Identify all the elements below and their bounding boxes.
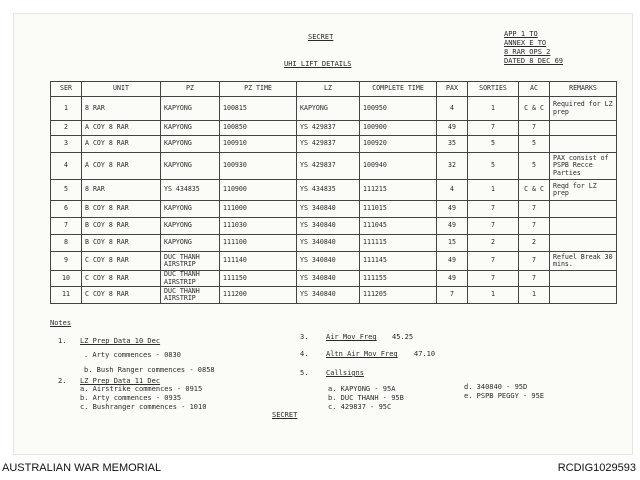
cell-ser: 9 <box>51 252 82 271</box>
cell-complete-time: 100900 <box>360 121 437 136</box>
cell-pax: 49 <box>437 218 468 235</box>
cell-pax: 7 <box>437 287 468 304</box>
cell-lz: YS 434835 <box>297 180 360 201</box>
cell-complete-time: 111045 <box>360 218 437 235</box>
cell-unit: B COY 8 RAR <box>82 201 161 218</box>
cell-sorties: 2 <box>468 235 519 252</box>
cell-unit: B COY 8 RAR <box>82 218 161 235</box>
cell-lz: YS 340840 <box>297 252 360 271</box>
note-5-title: Callsigns <box>326 369 364 377</box>
cell-remarks <box>550 201 617 218</box>
cell-remarks: Refuel Break 30 mins. <box>550 252 617 271</box>
cell-sorties: 7 <box>468 201 519 218</box>
column-header: SER <box>51 82 82 97</box>
table-row <box>51 153 617 180</box>
classification-footer: SECRET <box>272 411 298 419</box>
cell-pax: 35 <box>437 136 468 153</box>
cell-pz: DUC THANH AIRSTRIP <box>161 271 220 287</box>
note-1-title: LZ Prep Data 10 Dec <box>80 337 161 345</box>
note-1-item: . Arty commences - 0830 <box>84 351 181 359</box>
cell-lz: YS 429837 <box>297 121 360 136</box>
cell-ser: 5 <box>51 180 82 201</box>
cell-pz: DUC THANH AIRSTRIP <box>161 287 220 304</box>
ref-line: 8 RAR OPS 2 <box>504 48 551 56</box>
cell-complete-time: 100950 <box>360 97 437 121</box>
cell-complete-time: 111155 <box>360 271 437 287</box>
cell-pz: KAPYONG <box>161 153 220 180</box>
table-row <box>51 121 617 136</box>
cell-pz: KAPYONG <box>161 97 220 121</box>
cell-ser: 7 <box>51 218 82 235</box>
cell-unit: A COY 8 RAR <box>82 136 161 153</box>
table-row <box>51 201 617 218</box>
note-4-value: 47.10 <box>414 350 436 358</box>
cell-pax: 15 <box>437 235 468 252</box>
cell-ac: 7 <box>519 218 550 235</box>
column-header: COMPLETE TIME <box>360 82 437 97</box>
note-number: 2. <box>58 377 67 385</box>
cell-sorties: 5 <box>468 136 519 153</box>
cell-sorties: 7 <box>468 252 519 271</box>
cell-unit: 8 RAR <box>82 180 161 201</box>
note-3-label: Air Mov Freq <box>326 333 377 341</box>
cell-pz: KAPYONG <box>161 201 220 218</box>
notes-heading: Notes <box>50 319 72 327</box>
note-2-title: LZ Prep Data 11 Dec <box>80 377 161 385</box>
cell-pz-time: 111000 <box>220 201 297 218</box>
cell-ac: 7 <box>519 121 550 136</box>
table-row <box>51 271 617 287</box>
reference-block <box>504 30 563 66</box>
cell-unit: 8 RAR <box>82 97 161 121</box>
cell-ser: 8 <box>51 235 82 252</box>
cell-ac: C & C <box>519 97 550 121</box>
cell-remarks <box>550 136 617 153</box>
cell-remarks <box>550 218 617 235</box>
cell-pz-time: 111200 <box>220 287 297 304</box>
cell-sorties: 7 <box>468 271 519 287</box>
column-header: UNIT <box>82 82 161 97</box>
cell-pz: DUC THANH AIRSTRIP <box>161 252 220 271</box>
note-1-item: b. Bush Ranger commences - 0858 <box>84 366 215 374</box>
cell-ser: 1 <box>51 97 82 121</box>
table-row <box>51 252 617 271</box>
cell-unit: C COY 8 RAR <box>82 287 161 304</box>
note-number: 5. <box>300 369 309 377</box>
cell-complete-time: 100920 <box>360 136 437 153</box>
note-4-label: Altn Air Mov Freq <box>326 350 398 358</box>
cell-complete-time: 111115 <box>360 235 437 252</box>
document-title: UHI LIFT DETAILS <box>284 60 352 68</box>
note-2-item: c. Bushranger commences - 1010 <box>80 403 207 411</box>
cell-remarks <box>550 287 617 304</box>
cell-complete-time: 100940 <box>360 153 437 180</box>
cell-remarks: Required for LZ prep <box>550 97 617 121</box>
cell-ac: 1 <box>519 287 550 304</box>
callsign-item: c. 429837 - 95C <box>328 403 392 411</box>
ref-line: ANNEX E TO <box>504 39 547 47</box>
table-row <box>51 136 617 153</box>
cell-ac: 5 <box>519 153 550 180</box>
cell-pz: YS 434835 <box>161 180 220 201</box>
table-row <box>51 287 617 304</box>
cell-ac: 5 <box>519 136 550 153</box>
cell-complete-time: 111145 <box>360 252 437 271</box>
cell-complete-time: 111015 <box>360 201 437 218</box>
cell-pz-time: 111030 <box>220 218 297 235</box>
table-row <box>51 235 617 252</box>
callsign-item: d. 340840 - 95D <box>464 383 528 391</box>
cell-pax: 49 <box>437 201 468 218</box>
cell-pz-time: 100930 <box>220 153 297 180</box>
cell-remarks <box>550 121 617 136</box>
cell-lz: KAPYONG <box>297 97 360 121</box>
cell-pax: 49 <box>437 252 468 271</box>
table-header-row <box>51 82 617 97</box>
cell-pz: KAPYONG <box>161 136 220 153</box>
cell-sorties: 5 <box>468 153 519 180</box>
ref-line: DATED 8 DEC 69 <box>504 57 564 65</box>
column-header: REMARKS <box>550 82 617 97</box>
callsign-item: a. KAPYONG - 95A <box>328 385 396 393</box>
cell-pax: 49 <box>437 121 468 136</box>
note-number: 1. <box>58 337 67 345</box>
cell-pax: 4 <box>437 97 468 121</box>
ref-line: APP 1 TO <box>504 30 538 38</box>
cell-pz-time: 111150 <box>220 271 297 287</box>
cell-lz: YS 340840 <box>297 218 360 235</box>
cell-ser: 4 <box>51 153 82 180</box>
column-header: PZ TIME <box>220 82 297 97</box>
note-number: 4. <box>300 350 309 358</box>
column-header: AC <box>519 82 550 97</box>
cell-ser: 10 <box>51 271 82 287</box>
cell-remarks: PAX consist of PSPB Recce Parties <box>550 153 617 180</box>
cell-sorties: 7 <box>468 121 519 136</box>
cell-pz: KAPYONG <box>161 218 220 235</box>
cell-ser: 2 <box>51 121 82 136</box>
cell-ser: 11 <box>51 287 82 304</box>
note-2-item: a. Airstrike commences - 0915 <box>80 385 203 393</box>
column-header: PAX <box>437 82 468 97</box>
cell-ac: 2 <box>519 235 550 252</box>
cell-pz: KAPYONG <box>161 235 220 252</box>
note-3-value: 45.25 <box>392 333 414 341</box>
cell-ac: 7 <box>519 271 550 287</box>
cell-lz: YS 429837 <box>297 153 360 180</box>
cell-remarks <box>550 271 617 287</box>
cell-pax: 32 <box>437 153 468 180</box>
cell-complete-time: 111205 <box>360 287 437 304</box>
cell-ac: C & C <box>519 180 550 201</box>
table-row <box>51 218 617 235</box>
cell-pz-time: 100910 <box>220 136 297 153</box>
note-2-item: b. Arty commences - 0935 <box>80 394 182 402</box>
archive-id: RCDIG1029593 <box>557 462 636 474</box>
cell-unit: C COY 8 RAR <box>82 252 161 271</box>
table-row <box>51 97 617 121</box>
callsign-item: e. PSPB PEGGY - 95E <box>464 392 545 400</box>
classification-header: SECRET <box>308 33 334 41</box>
cell-lz: YS 340840 <box>297 271 360 287</box>
table-row <box>51 180 617 201</box>
cell-pz-time: 111140 <box>220 252 297 271</box>
cell-sorties: 1 <box>468 97 519 121</box>
column-header: SORTIES <box>468 82 519 97</box>
cell-complete-time: 111215 <box>360 180 437 201</box>
cell-pax: 49 <box>437 271 468 287</box>
cell-unit: C COY 8 RAR <box>82 271 161 287</box>
cell-remarks: Reqd for LZ prep <box>550 180 617 201</box>
cell-lz: YS 429837 <box>297 136 360 153</box>
cell-pz-time: 110900 <box>220 180 297 201</box>
cell-pz: KAPYONG <box>161 121 220 136</box>
note-number: 3. <box>300 333 309 341</box>
column-header: LZ <box>297 82 360 97</box>
cell-ac: 7 <box>519 252 550 271</box>
cell-unit: A COY 8 RAR <box>82 121 161 136</box>
cell-ser: 3 <box>51 136 82 153</box>
cell-sorties: 1 <box>468 180 519 201</box>
archive-credit: AUSTRALIAN WAR MEMORIAL <box>2 462 162 474</box>
cell-sorties: 1 <box>468 287 519 304</box>
cell-pz-time: 100815 <box>220 97 297 121</box>
cell-unit: A COY 8 RAR <box>82 153 161 180</box>
callsign-item: b. DUC THANH - 95B <box>328 394 404 402</box>
cell-pz-time: 111100 <box>220 235 297 252</box>
cell-lz: YS 340840 <box>297 201 360 218</box>
cell-sorties: 7 <box>468 218 519 235</box>
cell-remarks <box>550 235 617 252</box>
cell-ac: 7 <box>519 201 550 218</box>
column-header: PZ <box>161 82 220 97</box>
cell-lz: YS 340840 <box>297 287 360 304</box>
lift-details-table <box>50 81 617 304</box>
cell-pax: 4 <box>437 180 468 201</box>
cell-ser: 6 <box>51 201 82 218</box>
cell-unit: B COY 8 RAR <box>82 235 161 252</box>
cell-lz: YS 340840 <box>297 235 360 252</box>
cell-pz-time: 100850 <box>220 121 297 136</box>
